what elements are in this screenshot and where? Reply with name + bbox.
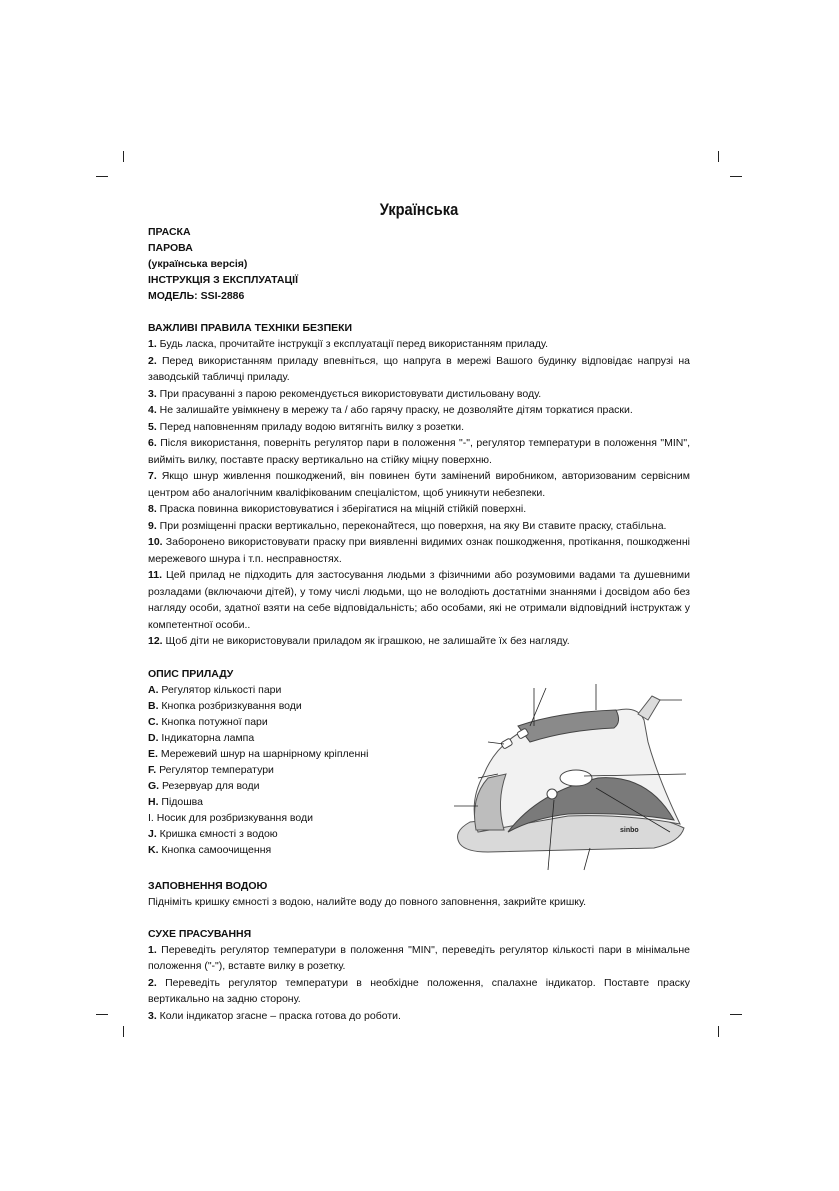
iron-diagram (448, 682, 690, 872)
safety-rule: 9. При розміщенні праски вертикально, переконайтеся, що поверхня, на яку Ви ставите праску, стабільна. (148, 519, 667, 532)
header-line: ПАРОВА (148, 242, 193, 254)
manual-page (148, 200, 690, 1024)
header-line: (українська версія) (148, 258, 248, 270)
crop-mark (730, 1014, 742, 1015)
part-item: G. Резервуар для води (148, 779, 260, 792)
part-item: E. Мережевий шнур на шарнірному кріпленні (148, 747, 369, 760)
description-title: ОПИС ПРИЛАДУ (148, 667, 234, 680)
safety-rule: 3. При прасуванні з парою рекомендується використовувати дистильовану воду. (148, 387, 542, 400)
description-block (148, 682, 690, 872)
safety-rule: 8. Праска повинна використовуватися і зберігатися на міцній стійкій поверхні. (148, 503, 527, 515)
dry-ironing-title: СУХЕ ПРАСУВАННЯ (148, 927, 252, 940)
part-item: H. Підошва (148, 795, 203, 808)
indicator-lamp (547, 789, 557, 799)
crop-mark (718, 1026, 719, 1037)
part-item: C. Кнопка потужної пари (148, 715, 268, 728)
parts-list (148, 682, 448, 858)
safety-rule: 4. Не залишайте увімкнену в мережу та / або гарячу праску, не дозволяйте дітям торкатися праски. (148, 404, 633, 416)
part-item: I. Носик для розбризкування води (148, 811, 313, 824)
filling-text: Підніміть кришку ємності з водою, налийте воду до повного заповнення, закрийте кришку. (148, 895, 587, 908)
safety-rule: 2. Перед використанням приладу впевніться, що напруга в мережі Вашого будинку відповідає напрузі на заводській табличці приладу. (148, 354, 690, 383)
crop-mark (96, 176, 108, 177)
safety-rule: 10. Заборонено використовувати праску при виявленні видимих ознак пошкодження, протікання, пошкодженні мережевого шнура і т.п. несправностях. (148, 536, 690, 565)
part-item: J. Кришка ємності з водою (148, 827, 278, 840)
safety-rule: 6. Після використання, поверніть регулятор пари в положення "-", регулятор температури в положення "MIN", вийміть вилку, поставте праску вертикально на стійку міцну поверхню. (148, 437, 690, 466)
part-item: A. Регулятор кількості пари (148, 683, 282, 696)
page-title: Українська (379, 200, 459, 219)
crop-mark (123, 1026, 124, 1037)
temperature-dial (560, 770, 592, 786)
leader-line (584, 848, 590, 870)
filling-title: ЗАПОВНЕННЯ ВОДОЮ (148, 879, 268, 892)
header-line: ПРАСКА (148, 226, 191, 238)
iron-brand-logo: sinbo (620, 826, 639, 834)
dry-ironing-step: 2. Переведіть регулятор температури в необхідне положення, спалахне індикатор. Поставте праску вертикально на задню сторону. (148, 976, 690, 1005)
cord-swivel-icon (638, 696, 660, 720)
dry-ironing-steps (148, 942, 690, 1025)
crop-mark (730, 176, 742, 177)
part-item: D. Індикаторна лампа (148, 731, 255, 744)
safety-rule: 12. Щоб діти не використовували приладом як іграшкою, не залишайте їх без нагляду. (148, 635, 570, 647)
safety-rule: 5. Перед наповненням приладу водою витягніть вилку з розетки. (148, 420, 465, 433)
dry-ironing-step: 1. Переведіть регулятор температури в положення "MIN", переведіть регулятор кількості пари в мінімальне положення ("-"), вставте вилку в розетку. (148, 943, 690, 972)
part-item: B. Кнопка розбризкування води (148, 699, 302, 712)
part-item: F. Регулятор температури (148, 763, 274, 776)
safety-rules (148, 336, 690, 650)
part-item: K. Кнопка самоочищення (148, 843, 272, 856)
crop-mark (718, 151, 719, 162)
safety-title: ВАЖЛИВІ ПРАВИЛА ТЕХНІКИ БЕЗПЕКИ (148, 322, 353, 334)
safety-rule: 7. Якщо шнур живлення пошкоджений, він повинен бути замінений виробником, авторизованим сервісним центром або аналогічним кваліфікованим спеціалістом, щоб уникнути небезпеки. (148, 470, 690, 499)
safety-rule: 11. Цей прилад не підходить для застосування людьми з фізичними або розумовими вадами та душевними розладами (включаючи дітей), у тому числі людьми, що не володіють достатніми знаннями і досвідом або без нагляду особи, здатної взяти на себе відповідальність; або особами, які не отримали відповідний інструктаж у компетентної особи.. (148, 569, 690, 631)
header-line: МОДЕЛЬ: SSI-2886 (148, 290, 245, 302)
crop-mark (96, 1014, 108, 1015)
crop-mark (123, 151, 124, 162)
header-line: ІНСТРУКЦІЯ З ЕКСПЛУАТАЦІЇ (148, 274, 298, 286)
dry-ironing-step: 3. Коли індикатор згасне – праска готова до роботи. (148, 1009, 401, 1022)
header-block (148, 224, 690, 304)
safety-rule: 1. Будь ласка, прочитайте інструкції з експлуатації перед використанням приладу. (148, 338, 549, 350)
